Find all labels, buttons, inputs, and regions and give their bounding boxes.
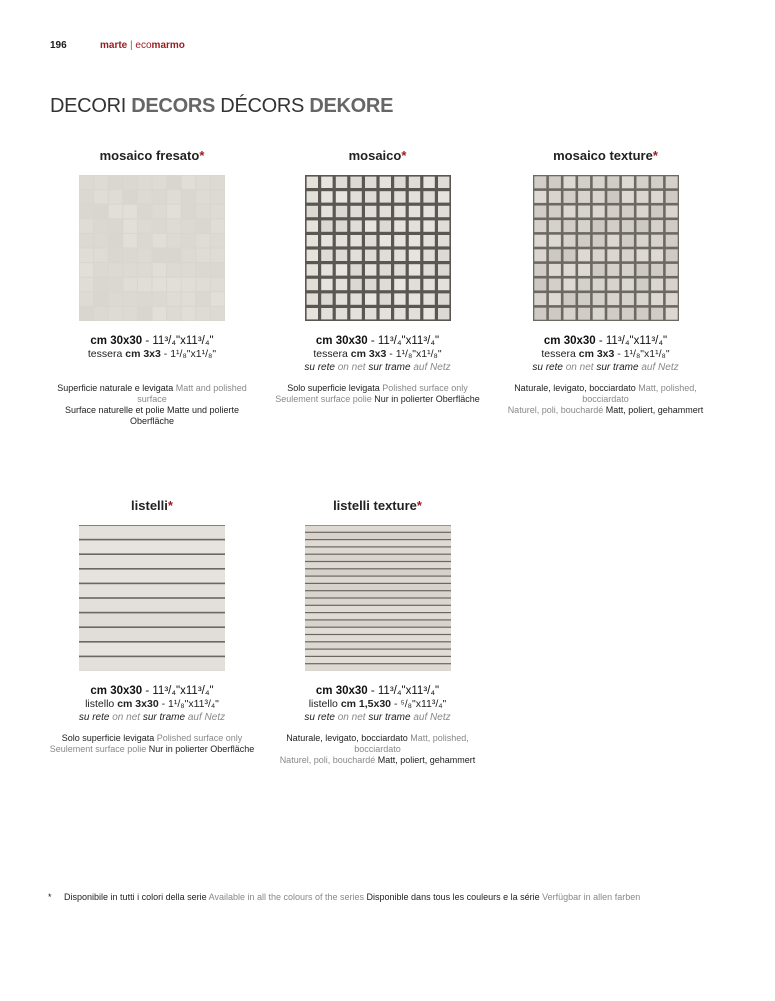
brand-separator: |: [130, 40, 133, 51]
page-title: [50, 95, 393, 118]
page-number: 196: [50, 40, 67, 51]
product-name: mosaico texture*: [553, 148, 658, 163]
surface-description: Solo superficie levigata Polished surface only Seulement surface polie Nur in polierter Oberfläche: [275, 383, 480, 404]
brand-eco: eco: [135, 40, 152, 51]
title-en: DECORS: [131, 95, 216, 117]
product-mosaico-fresato: [48, 148, 256, 427]
mosaico-texture-tile-image: [533, 175, 679, 321]
product-listelli-texture: [270, 498, 485, 766]
product-name: mosaico fresato*: [99, 148, 205, 163]
size-line: cm 30x30 - 11³/₄"x11³/₄": [90, 335, 214, 347]
size-line: cm 30x30 - 11³/₄"x11³/₄": [315, 685, 440, 697]
footnote: [48, 892, 640, 902]
mosaico-fresato-tile-image: [79, 175, 225, 321]
listelli-tile-image: [79, 525, 225, 671]
product-mosaico: [270, 148, 485, 405]
mosaico-tile-image: [305, 175, 451, 321]
size-line: cm 30x30 - 11³/₄"x11³/₄": [90, 685, 214, 697]
footnote-fr: Disponible dans tous les couleurs e la série: [366, 892, 543, 902]
surface-description: Naturale, levigato, bocciardato Matt, polished, bocciardato Naturel, poli, bouchardé Matt, poliert, gehammert: [507, 383, 704, 415]
listelli-texture-tile-image: [305, 525, 451, 671]
surface-description: Solo superficie levigata Polished surface only Seulement surface polie Nur in polierter Oberfläche: [49, 733, 255, 754]
piece-size-line: tessera cm 3x3 - 1¹/₈"x1¹/₈": [541, 348, 670, 360]
brand-marmo: marmo: [151, 40, 185, 51]
surface-description: Superficie naturale e levigata Matt and polished surface Surface naturelle et polie Matte und polierte Oberfläche: [57, 383, 247, 426]
product-name: listelli texture*: [333, 498, 422, 513]
footnote-de: Verfügbar in allen farben: [542, 892, 641, 902]
footnote-asterisk: *: [48, 892, 52, 902]
net-line: su rete on net sur trame auf Netz: [304, 362, 451, 373]
product-listelli: [48, 498, 256, 755]
product-mosaico-texture: [498, 148, 713, 416]
brand-marte: marte: [100, 40, 128, 51]
net-line: su rete on net sur trame auf Netz: [532, 362, 679, 373]
title-de: DEKORE: [309, 95, 394, 117]
size-line: cm 30x30 - 11³/₄"x11³/₄": [315, 335, 440, 347]
product-name: mosaico*: [348, 148, 407, 163]
net-line: su rete on net sur trame auf Netz: [304, 712, 451, 723]
title-fr: DÉCORS: [220, 95, 305, 117]
brand-line: [100, 40, 185, 51]
net-line: su rete on net sur trame auf Netz: [78, 712, 226, 723]
piece-size-line: listello cm 3x30 - 1¹/₈"x11³/₄": [85, 698, 219, 710]
piece-size-line: tessera cm 3x3 - 1¹/₈"x1¹/₈": [87, 348, 217, 360]
footnote-it: Disponibile in tutti i colori della serie: [64, 892, 209, 902]
title-it: DECORI: [50, 95, 126, 117]
surface-description: Naturale, levigato, bocciardato Matt, polished, bocciardato Naturel, poli, bouchardé Matt, poliert, gehammert: [279, 733, 476, 765]
page-header: [50, 40, 185, 51]
brand-ecomarmo: [135, 40, 184, 51]
product-name: listelli*: [131, 498, 173, 513]
piece-size-line: tessera cm 3x3 - 1¹/₈"x1¹/₈": [313, 348, 442, 360]
footnote-en: Available in all the colours of the series: [208, 892, 367, 902]
size-line: cm 30x30 - 11³/₄"x11³/₄": [543, 335, 668, 347]
piece-size-line: listello cm 1,5x30 - ⁵/₈"x11³/₄": [308, 698, 447, 710]
